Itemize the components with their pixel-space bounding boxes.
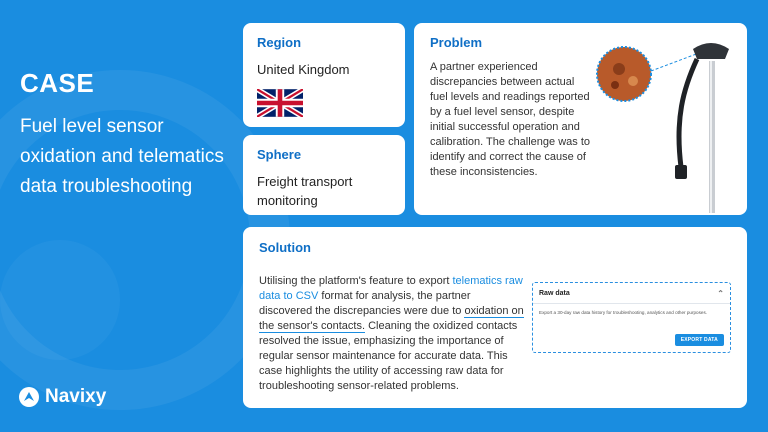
chevron-up-icon[interactable]: ⌃ <box>717 288 724 298</box>
navixy-logo-icon <box>19 387 39 407</box>
region-value: United Kingdom <box>257 62 350 77</box>
uk-flag-icon <box>257 89 303 117</box>
solution-text-part-1: Utilising the platform's feature to export <box>259 275 453 287</box>
export-data-button[interactable]: EXPORT DATA <box>675 334 724 346</box>
raw-data-header[interactable] <box>533 283 730 304</box>
region-card <box>243 23 405 127</box>
case-title: Fuel level sensor oxidation and telematics data troubleshooting <box>20 116 224 197</box>
raw-data-panel <box>532 282 731 353</box>
solution-text-part-3: Cleaning the oxidized contacts resolved the issue, emphasizing the importance of regular sensor maintenance for accurate data. This case highlights the utility of accessing raw data for troubleshooting sensor-related problems. <box>259 320 518 392</box>
sphere-card <box>243 135 405 215</box>
sphere-value: Freight transport monitoring <box>257 174 353 208</box>
solution-title: Solution <box>259 240 311 255</box>
fuel-sensor-image <box>589 29 739 214</box>
problem-card <box>414 23 747 215</box>
telematics-raw-data-link[interactable]: telematics raw data to CSV <box>259 275 523 302</box>
oxidation-highlight: oxidation on the sensor's contacts. <box>259 305 524 332</box>
solution-card <box>243 227 747 408</box>
solution-text-part-2: format for analysis, the partner discovered the discrepancies were due to <box>259 290 471 317</box>
raw-data-title: Raw data <box>539 289 570 297</box>
navixy-logo <box>19 386 106 408</box>
case-label: CASE <box>20 68 95 98</box>
logo-text: Navixy <box>45 386 107 407</box>
solution-text <box>259 274 524 394</box>
problem-title: Problem <box>430 35 483 50</box>
raw-data-description: Export a 30-day raw data history for troubleshooting, analytics and other purposes. <box>539 310 708 315</box>
sphere-title: Sphere <box>257 147 302 162</box>
problem-text: A partner experienced discrepancies between actual fuel levels and readings reported by a fuel level sensor, despite initial successful operation and calibration. The challenge was to identify and correct the cause of these inconsistencies. <box>430 61 591 178</box>
region-title: Region <box>257 35 302 50</box>
